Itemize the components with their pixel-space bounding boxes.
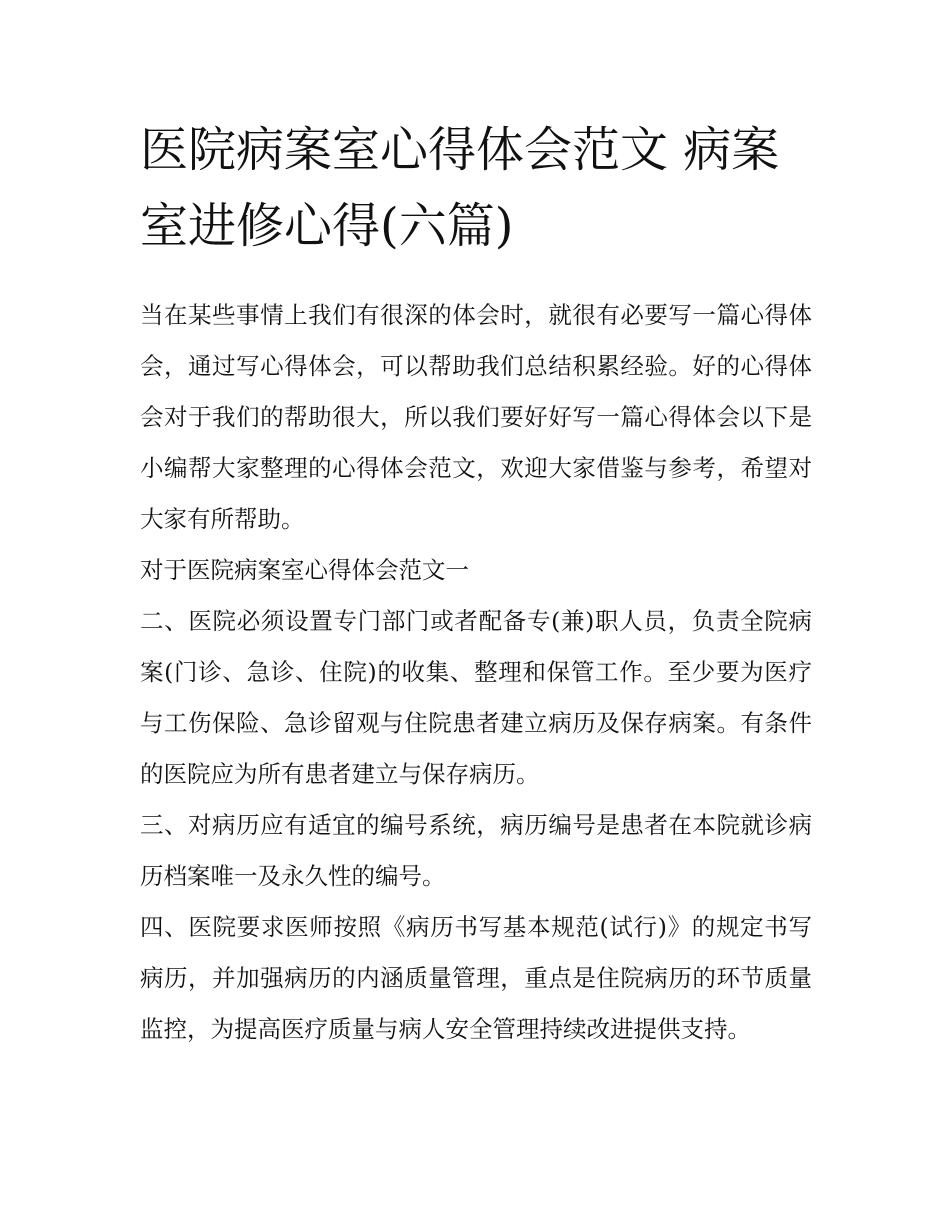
paragraph-item-4: 四、医院要求医师按照《病历书写基本规范(试行)》的规定书写病历，并加强病历的内涵质量管理，重点是住院病历的环节质量监控，为提高医疗质量与病人安全管理持续改进提供支持。	[140, 913, 812, 1043]
document-page	[140, 112, 812, 1055]
paragraph-item-2: 二、医院必须设置专门部门或者配备专(兼)职人员，负责全院病案(门诊、急诊、住院)的收集、整理和保管工作。至少要为医疗与工伤保险、急诊留观与住院患者建立病历及保存病案。有条件的医院应为所有患者建立与保存病历。	[140, 607, 812, 788]
paragraph-item-3: 三、对病历应有适宜的编号系统，病历编号是患者在本院就诊病历档案唯一及永久性的编号。	[140, 811, 812, 890]
section-heading: 对于医院病案室心得体会范文一	[140, 556, 469, 584]
document-title: 医院病案室心得体会范文 病案室进修心得(六篇)	[140, 122, 780, 254]
intro-paragraph: 当在某些事情上我们有很深的体会时，就很有必要写一篇心得体会，通过写心得体会，可以帮助我们总结积累经验。好的心得体会对于我们的帮助很大，所以我们要好好写一篇心得体会以下是小编帮大家整理的心得体会范文，欢迎大家借鉴与参考，希望对大家有所帮助。	[140, 301, 812, 533]
